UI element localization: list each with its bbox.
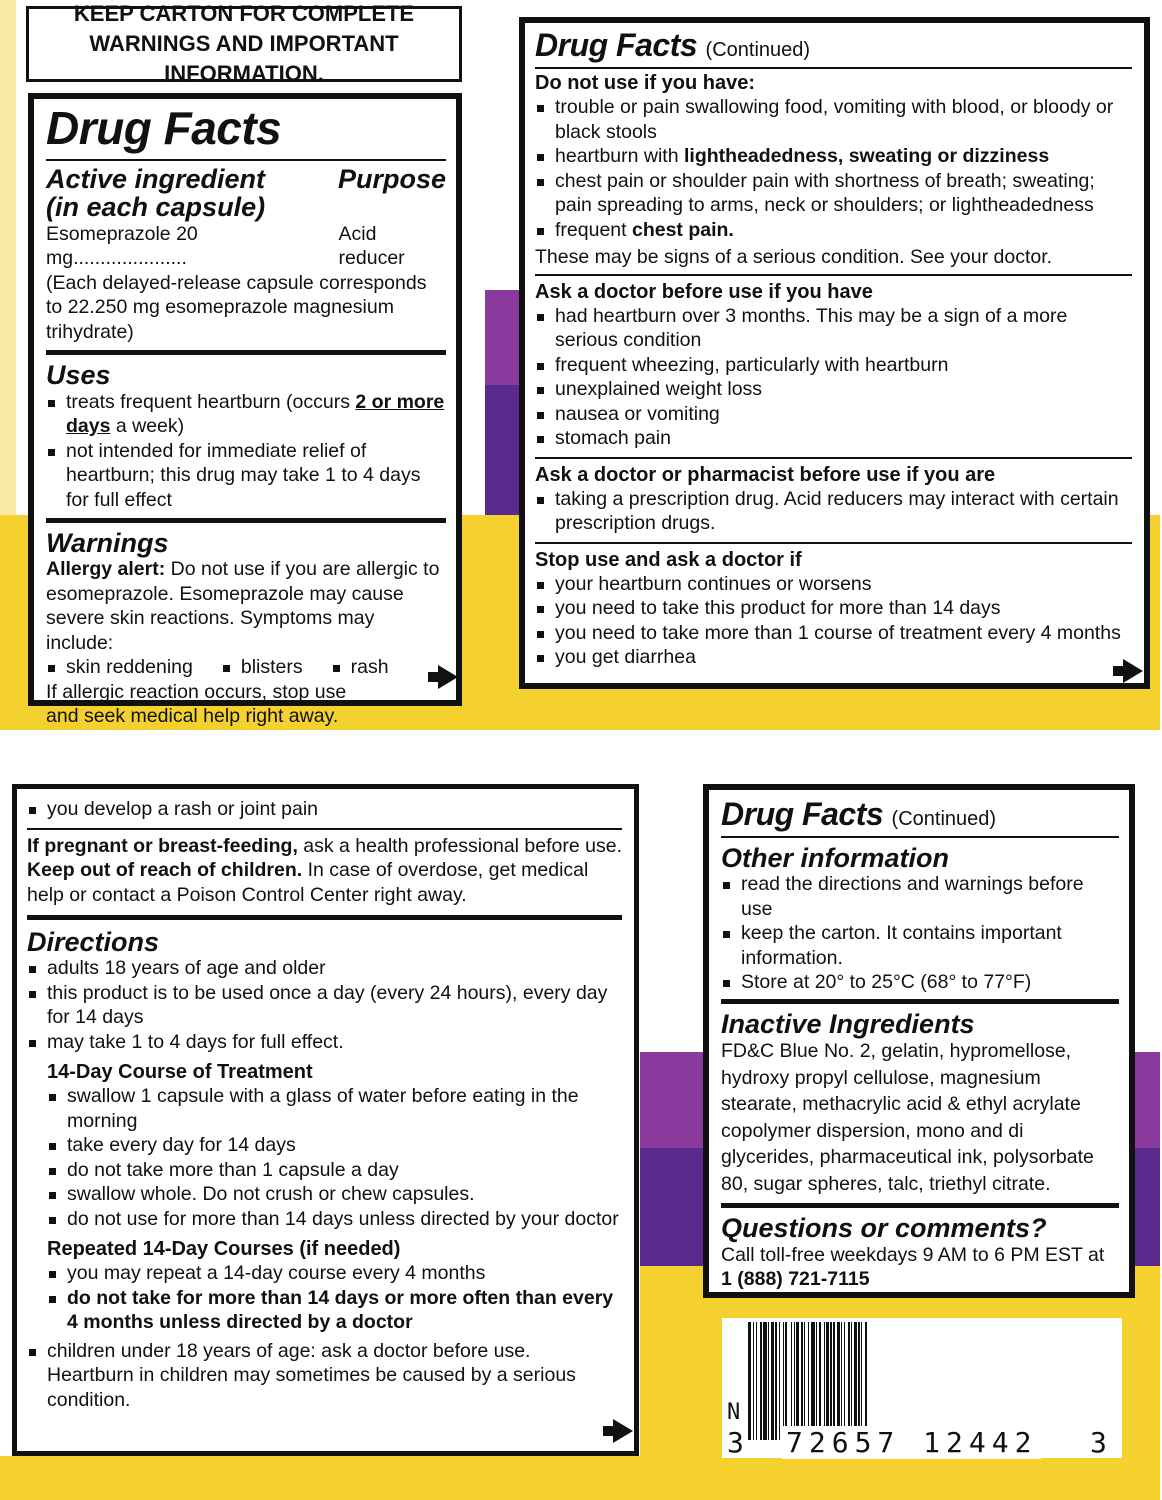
barcode-middle-digits: 72657 12442: [782, 1426, 1041, 1459]
inactive-ingredients-heading: Inactive Ingredients: [721, 1008, 975, 1039]
course-list: [47, 1084, 622, 1231]
continued-label: (Continued): [705, 39, 811, 61]
stop-use-list-continued: [27, 797, 622, 822]
drug-facts-panel-3: [12, 784, 639, 1456]
other-information-list: [721, 872, 1119, 995]
ask-doctor-item: had heartburn over 3 months. This may be a sign of a more serious condition: [535, 304, 1132, 353]
drug-facts-title-text: Drug Facts: [535, 27, 698, 63]
drug-facts-title: Drug Facts: [46, 102, 282, 154]
do-not-use-heading: Do not use if you have:: [535, 72, 756, 94]
drug-facts-panel-1: [28, 93, 462, 728]
course-item: do not take more than 1 capsule a day: [47, 1158, 622, 1183]
do-not-use-item: chest pain or shoulder pain with shortness of breath; sweating; pain spreading to arms, neck or shoulders; or lightheadedness: [535, 169, 1132, 218]
symptom-item: skin reddening: [46, 655, 193, 680]
direction-item: may take 1 to 4 days for full effect.: [27, 1030, 622, 1055]
ask-doctor-list: [535, 304, 1132, 451]
repeat-list: [47, 1261, 622, 1335]
drug-facts-title-continued: [721, 798, 1119, 830]
allergy-alert: [46, 557, 446, 655]
other-information-item: read the directions and warnings before use: [721, 872, 1119, 921]
uses-heading: Uses: [46, 360, 111, 391]
ask-doctor-item: frequent wheezing, particularly with heartburn: [535, 353, 1132, 378]
use-1-frequency: 2 or more days: [66, 390, 445, 438]
thick-divider: [721, 1203, 1119, 1208]
other-information-item: Store at 20° to 25°C (68° to 77°F): [721, 970, 1119, 995]
course-item: do not use for more than 14 days unless directed by your doctor: [47, 1207, 622, 1232]
pregnancy-warning: [27, 834, 622, 859]
directions-heading: Directions: [27, 927, 160, 957]
barcode-bar: [865, 1322, 867, 1440]
questions-text: Call toll-free weekdays 9 AM to 6 PM EST at: [721, 1243, 1105, 1266]
direction-item: children under 18 years of age: ask a doctor before use. Heartburn in children may sometimes be caused by a serious condition.: [27, 1339, 622, 1413]
questions-heading: Questions or comments?: [721, 1213, 1047, 1244]
do-not-use-2-text: heartburn with: [555, 145, 684, 167]
divider: [46, 159, 446, 161]
symptom-list: [46, 655, 446, 680]
symptom-item: rash: [331, 655, 389, 680]
drug-facts-panel-2: [519, 17, 1150, 689]
continue-arrow-icon: [1123, 659, 1143, 683]
divider: [535, 542, 1132, 544]
do-not-use-note: These may be signs of a serious condition. See your doctor.: [535, 246, 1053, 268]
divider: [535, 457, 1132, 459]
allergy-followup: If allergic reaction occurs, stop use and seek medical help right away.: [46, 680, 347, 728]
ingredient-note: (Each delayed-release capsule corresponds to 22.250 mg esomeprazole magnesium trihydrate): [46, 271, 427, 343]
drug-facts-panel-4: [703, 784, 1135, 1298]
barcode: [748, 1322, 1088, 1440]
continue-arrow-icon: [438, 665, 458, 689]
allergy-text: Do not use if you are allergic to esomeprazole. Esomeprazole may cause severe skin reactions. Symptoms may include:: [46, 558, 440, 654]
phone-number: 1 (888) 721-7115: [721, 1268, 870, 1291]
do-not-use-4-text: frequent: [555, 218, 632, 241]
other-information-item: keep the carton. It contains important information.: [721, 921, 1119, 970]
allergy-label: Allergy alert:: [46, 558, 166, 581]
keep-carton-text: KEEP CARTON FOR COMPLETE WARNINGS AND IMPORTANT INFORMATION.: [73, 1, 415, 86]
ask-doctor-heading: Ask a doctor before use if you have: [535, 280, 873, 303]
keep-out-label: Keep out of reach of children.: [27, 859, 303, 881]
symptom-item: blisters: [221, 655, 303, 680]
stop-use-item: your heartburn continues or worsens: [535, 572, 1132, 597]
uses-list: [46, 390, 446, 513]
thick-divider: [46, 350, 446, 355]
inactive-ingredients-text: FD&C Blue No. 2, gelatin, hypromellose, hydroxy propyl cellulose, magnesium stearate, methacrylic acid & ethyl acrylate copolymer dispersion, mono and di glycerides, pharmaceutical ink, polysorbate 80, sugar spheres, talc, triethyl citrate.: [721, 1040, 1094, 1195]
ask-doctor-item: unexplained weight loss: [535, 377, 1132, 402]
course-heading: 14-Day Course of Treatment: [47, 1061, 313, 1084]
active-ingredient-heading: Active ingredient (in each capsule): [46, 164, 266, 223]
course-item: take every day for 14 days: [47, 1133, 622, 1158]
directions-list-children: [27, 1339, 622, 1413]
use-item-1: [46, 390, 446, 439]
do-not-use-item: [535, 144, 1132, 169]
thick-divider: [46, 518, 446, 523]
continued-label: (Continued): [891, 808, 997, 830]
stop-use-item: you develop a rash or joint pain: [27, 797, 622, 822]
bg-yellow-band-3: [0, 1456, 640, 1500]
divider: [535, 67, 1132, 69]
use-1-text: treats frequent heartburn (occurs: [66, 390, 356, 413]
barcode-last-digit: 3: [1090, 1426, 1113, 1459]
stop-use-item: you need to take more than 1 course of treatment every 4 months: [535, 621, 1132, 646]
keep-out-text: In case of overdose, get medical help or contact a Poison Control Center right away.: [27, 859, 589, 906]
ingredient-name: Esomeprazole 20 mg.....................: [46, 222, 198, 270]
purpose-heading: Purpose: [337, 164, 446, 194]
repeat-heading: Repeated 14-Day Courses (if needed): [47, 1238, 401, 1261]
ask-pharmacist-item: taking a prescription drug. Acid reducers may interact with certain prescription drugs.: [535, 487, 1132, 536]
use-item-2: not intended for immediate relief of heartburn; this drug may take 1 to 4 days for full effect: [46, 439, 446, 513]
divider: [27, 828, 622, 830]
continue-arrow-icon: [613, 1419, 633, 1443]
do-not-use-item: trouble or pain swallowing food, vomiting with blood, or bloody or black stools: [535, 95, 1132, 144]
ask-pharmacist-heading: Ask a doctor or pharmacist before use if you are: [535, 463, 996, 486]
ingredient-purpose: Acid reducer: [338, 222, 405, 270]
ingredient-row: [46, 222, 446, 271]
do-not-use-2-bold: lightheadedness, sweating or dizziness: [684, 145, 1050, 167]
do-not-use-list: [535, 95, 1132, 242]
stop-use-item: you get diarrhea: [535, 645, 1132, 670]
pregnancy-text: ask a health professional before use.: [297, 834, 622, 857]
ask-doctor-item: stomach pain: [535, 426, 1132, 451]
warnings-heading: Warnings: [46, 528, 169, 559]
other-information-heading: Other information: [721, 843, 949, 873]
drug-facts-title-continued: [535, 29, 1132, 61]
course-item: swallow whole. Do not crush or chew capsules.: [47, 1182, 622, 1207]
course-section: [27, 1060, 622, 1335]
ask-doctor-item: nausea or vomiting: [535, 402, 1132, 427]
drug-facts-title-text: Drug Facts: [721, 796, 884, 832]
do-not-use-item: [535, 218, 1132, 243]
do-not-use-4-bold: chest pain.: [631, 218, 734, 241]
pregnancy-label: If pregnant or breast-feeding,: [27, 834, 298, 857]
repeat-item: you may repeat a 14-day course every 4 months: [47, 1261, 622, 1286]
keep-carton-notice: [26, 1, 462, 86]
children-warning: [27, 858, 622, 907]
stop-use-item: you need to take this product for more than 14 days: [535, 596, 1132, 621]
barcode-n-label: N: [727, 1400, 747, 1425]
active-ingredient-header: [46, 165, 446, 222]
stop-use-list: [535, 572, 1132, 670]
ask-pharmacist-list: [535, 487, 1132, 536]
directions-list: [27, 956, 622, 1054]
thick-divider: [27, 915, 622, 920]
direction-item: this product is to be used once a day (every 24 hours), every day for 14 days: [27, 981, 622, 1030]
use-1-suffix: a week): [110, 415, 185, 438]
thick-divider: [721, 999, 1119, 1004]
divider: [721, 836, 1119, 838]
repeat-item: do not take for more than 14 days or more often than every 4 months unless directed by a doctor: [47, 1286, 622, 1335]
barcode-first-digit: 3: [727, 1426, 750, 1459]
divider: [535, 274, 1132, 276]
direction-item: adults 18 years of age and older: [27, 956, 622, 981]
stop-use-heading: Stop use and ask a doctor if: [535, 548, 802, 571]
course-item: swallow 1 capsule with a glass of water before eating in the morning: [47, 1084, 622, 1133]
